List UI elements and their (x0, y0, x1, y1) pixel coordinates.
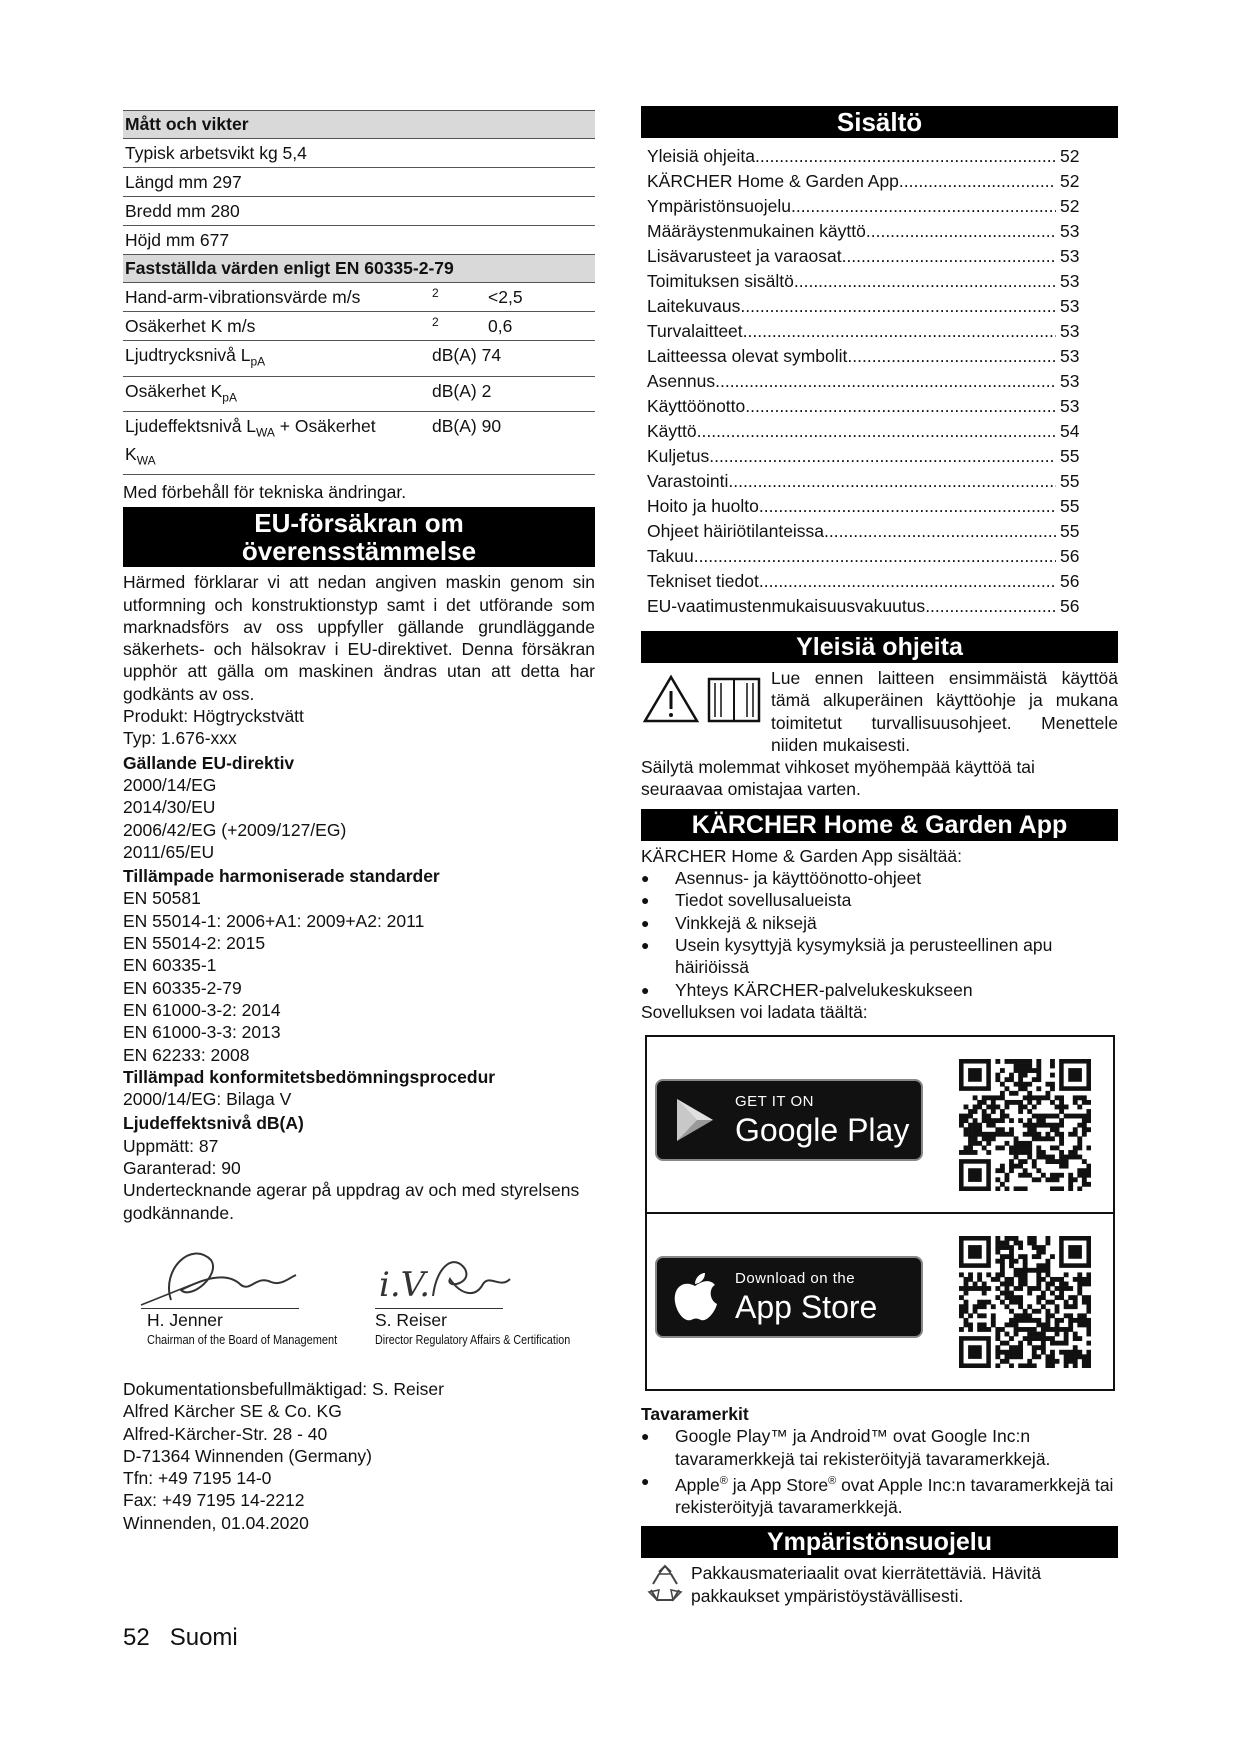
eu-guaranteed: Garanterad: 90 (123, 1158, 241, 1179)
toc-item-page: 56 (1060, 546, 1080, 566)
toc-item-page: 55 (1060, 521, 1080, 541)
toc-item-page: 52 (1060, 171, 1080, 191)
app-feature-item: ● Vinkkejä & niksejä (641, 912, 1118, 934)
toc-item-title: Hoito ja huolto (647, 496, 759, 516)
toc-item-page: 53 (1060, 346, 1080, 366)
toc-item[interactable] (647, 394, 1118, 419)
toc-item-page: 53 (1060, 271, 1080, 291)
directive-item: 2000/14/EG (123, 774, 217, 795)
standard-item: EN 55014-2: 2015 (123, 933, 266, 954)
toc-item-page: 53 (1060, 321, 1080, 341)
google-play-icon (671, 1095, 721, 1145)
toc-item[interactable] (647, 169, 1118, 194)
general-text2: Säilytä molemmat vihkoset myöhempää käyttöä tai seuraavaa omistajaa varten. (641, 757, 1035, 800)
apple-icon (671, 1272, 719, 1324)
toc-item-title: KÄRCHER Home & Garden App (647, 171, 899, 191)
kpa-value: dB(A) 2 (432, 380, 492, 401)
toc-item[interactable] (647, 144, 1118, 169)
toc-item-page: 55 (1060, 496, 1080, 516)
toc-item[interactable] (647, 594, 1118, 619)
toc-leader (791, 194, 1056, 219)
toc-item-page: 56 (1060, 596, 1080, 616)
document-contact (123, 1378, 595, 1534)
toc-item-title: Tekniset tiedot (647, 571, 759, 591)
toc-leader (740, 294, 1056, 319)
signature-jenner (131, 1230, 301, 1320)
eu-declaration-banner: EU-försäkran om överensstämmelse (123, 507, 595, 567)
toc-item[interactable] (647, 369, 1118, 394)
spec-length: Längd mm 297 (125, 172, 242, 192)
app-intro: KÄRCHER Home & Garden App sisältää: (641, 845, 962, 866)
toc-item[interactable] (647, 219, 1118, 244)
app-store-row (647, 1212, 1113, 1389)
toc-item[interactable] (647, 194, 1118, 219)
eu-product: Produkt: Högtryckstvätt (123, 706, 304, 727)
toc-item-title: Ohjeet häiriötilanteissa (647, 521, 825, 541)
toc-item-title: Asennus (647, 371, 716, 391)
toc-item-title: Yleisiä ohjeita (647, 146, 755, 166)
toc-item-title: Määräystenmukainen käyttö (647, 221, 866, 241)
app-feature-item: ● Usein kysyttyjä kysymyksiä ja perusteellinen apu häiriöissä (641, 934, 1118, 979)
app-feature-item: ● Asennus- ja käyttöönotto-ohjeet (641, 867, 1118, 889)
app-feature-item: ● Tiedot sovellusalueista (641, 889, 1118, 911)
lpa-label: Ljudtrycksnivå $L_{pA}$ (125, 345, 266, 369)
standard-item: EN 60335-2-79 (123, 977, 242, 998)
toc-leader (755, 144, 1056, 169)
app-download: Sovelluksen voi ladata täältä: (641, 1001, 868, 1022)
toc-item[interactable] (647, 494, 1118, 519)
contact-line: Alfred-Kärcher-Str. 28 - 40 (123, 1423, 328, 1444)
eu-procedure-title: Tillämpad konformitetsbedömningsprocedur (123, 1066, 496, 1087)
toc-item[interactable] (647, 569, 1118, 594)
app-features (641, 867, 1118, 1001)
standard-item: EN 50581 (123, 888, 201, 909)
app-feature-item: ● Yhteys KÄRCHER-palvelukeskukseen (641, 979, 1118, 1001)
toc-leader (759, 494, 1056, 519)
contact-line: Alfred Kärcher SE & Co. KG (123, 1401, 342, 1422)
toc-leader (728, 469, 1056, 494)
trademark-google: ● Google Play™ ja Android™ ovat Google Inc:n tavaramerkkejä tai rekisteröityjä tavaramerkkejä. (641, 1425, 1118, 1470)
google-play-badge[interactable]: GET IT ON Google Play (655, 1079, 923, 1161)
toc-item[interactable] (647, 469, 1118, 494)
toc-item-page: 53 (1060, 396, 1080, 416)
eu-standards-title: Tillämpade harmoniserade standarder (123, 866, 440, 887)
toc-banner: Sisältö (641, 106, 1118, 138)
unc-label: Osäkerhet K m/s (125, 316, 256, 336)
directive-item: 2014/30/EU (123, 797, 216, 818)
toc-item-title: Käyttöönotto (647, 396, 746, 416)
standard-item: EN 61000-3-2: 2014 (123, 999, 281, 1020)
toc-leader (709, 444, 1056, 469)
page-footer (123, 1624, 238, 1652)
standard-item: EN 61000-3-3: 2013 (123, 1022, 281, 1043)
toc-item-page: 56 (1060, 571, 1080, 591)
env-section (641, 1562, 1118, 1607)
signer2-name: S. Reiser (375, 1309, 447, 1330)
vib-label: Hand-arm-vibrationsvärde m/s (125, 287, 361, 307)
env-banner: Ympäristönsuojelu (641, 1526, 1118, 1558)
specs-title: Mått och vikter (125, 114, 249, 134)
toc-item-title: Turvalaitteet (647, 321, 743, 341)
toc-leader (715, 369, 1056, 394)
kpa-label: Osäkerhet $K_{pA}$ (125, 380, 237, 404)
toc-leader (794, 269, 1056, 294)
warning-manual-icon (643, 673, 763, 725)
toc-leader (759, 569, 1056, 594)
toc-item-title: Laitteessa olevat symbolit (647, 346, 848, 366)
contact-line: Winnenden, 01.04.2020 (123, 1512, 309, 1533)
lwa-value: dB(A) 90 (432, 416, 502, 436)
toc-leader (743, 319, 1056, 344)
eu-procedure: 2000/14/EG: Bilaga V (123, 1089, 292, 1110)
toc-item-page: 54 (1060, 421, 1080, 441)
toc-item[interactable] (647, 244, 1118, 269)
toc-leader (694, 544, 1056, 569)
toc-item[interactable] (647, 319, 1118, 344)
trademark-apple: ● Apple® ja App Store® ovat Apple Inc:n tavaramerkkejä tai rekisteröityjä tavaramerkkejä. (641, 1470, 1118, 1518)
signatures (123, 1230, 595, 1380)
toc-item-title: Lisävarusteet ja varaosat (647, 246, 842, 266)
tech-note: Med förbehåll för tekniska ändringar. (123, 482, 407, 502)
toc-leader (842, 244, 1056, 269)
google-play-row (647, 1037, 1113, 1212)
toc-item[interactable] (647, 294, 1118, 319)
toc-leader (866, 219, 1056, 244)
toc-list (641, 144, 1118, 619)
signer1-name: H. Jenner (147, 1309, 223, 1330)
eu-measured: Uppmätt: 87 (123, 1135, 219, 1156)
lpa-value: dB(A) 74 (432, 345, 502, 365)
signature-reiser (375, 1244, 515, 1314)
directive-item: 2011/65/EU (123, 841, 215, 862)
toc-leader (925, 594, 1056, 619)
toc-item[interactable] (647, 444, 1118, 469)
toc-item-page: 55 (1060, 446, 1080, 466)
specs-table (123, 110, 595, 475)
toc-leader (847, 344, 1056, 369)
toc-item-title: Kuljetus (647, 446, 710, 466)
toc-item[interactable] (647, 269, 1118, 294)
vib-exp: 2 (432, 286, 439, 300)
google-play-qr-icon[interactable] (959, 1059, 1091, 1191)
recycle-icon (645, 1564, 685, 1604)
toc-item-title: Ympäristönsuojelu (647, 196, 791, 216)
toc-item-page: 52 (1060, 146, 1080, 166)
footer-language: Suomi (169, 1624, 238, 1651)
toc-item-page: 53 (1060, 246, 1080, 266)
app-store-qr-icon[interactable] (959, 1236, 1091, 1368)
svg-text:i.V.: i.V. (379, 1264, 431, 1305)
eu-directives-list (123, 774, 595, 863)
eu-type: Typ: 1.676-xxx (123, 728, 237, 749)
toc-leader (824, 519, 1056, 544)
toc-item-page: 55 (1060, 471, 1080, 491)
contact-line: Dokumentationsbefullmäktigad: S. Reiser (123, 1378, 444, 1399)
toc-item-page: 52 (1060, 196, 1080, 216)
eu-signers-note: Undertecknande agerar på uppdrag av och med styrelsens godkännande. (123, 1180, 580, 1223)
spec-width: Bredd mm 280 (125, 201, 240, 221)
lwa-label: Ljudeffektsnivå $L_{WA}$ + Osäkerhet $K_{WA}$ (125, 416, 376, 467)
standard-item: EN 62233: 2008 (123, 1044, 250, 1065)
toc-item-title: Toimituksen sisältö (647, 271, 794, 291)
spec-weight: Typisk arbetsvikt kg 5,4 (125, 143, 307, 163)
contact-line: Fax: +49 7195 14-2212 (123, 1490, 305, 1511)
toc-item-title: Takuu (647, 546, 694, 566)
toc-item-title: Varastointi (647, 471, 729, 491)
standard-item: EN 60335-1 (123, 955, 217, 976)
toc-item-page: 53 (1060, 296, 1080, 316)
signer1-title: Chairman of the Board of Management (147, 1332, 338, 1347)
right-column (641, 106, 1118, 1607)
toc-item[interactable] (647, 419, 1118, 444)
directive-item: 2006/42/EG (+2009/127/EG) (123, 819, 347, 840)
unc-value: 0,6 (488, 316, 513, 336)
trademarks-title: Tavaramerkit (641, 1404, 749, 1425)
app-download-box (645, 1035, 1115, 1391)
app-store-badge[interactable]: Download on the App Store (655, 1256, 923, 1338)
unc-exp: 2 (432, 315, 439, 329)
general-banner: Yleisiä ohjeita (641, 631, 1118, 663)
env-text: Pakkausmateriaalit ovat kierrätettäviä. Hävitä pakkaukset ympäristöystävällisesti. (691, 1563, 1042, 1606)
spec-height: Höjd mm 677 (125, 230, 230, 250)
toc-item[interactable] (647, 519, 1118, 544)
contact-line: Tfn: +49 7195 14-0 (123, 1468, 272, 1489)
eu-intro: Härmed förklarar vi att nedan angiven maskin genom sin utformning och konstruktionstyp samt i det utförande som marknadsförs av oss uppfyller gällande grundläggande säkerhets- och hälsokrav i EU-direktivet. Denna försäkran upphör att gälla om maskinen ändras utan att detta har godkänts av oss. (123, 572, 595, 704)
standard-item: EN 55014-1: 2006+A1: 2009+A2: 2011 (123, 910, 425, 931)
toc-leader (899, 169, 1056, 194)
signer2-title: Director Regulatory Affairs & Certification (375, 1332, 571, 1347)
eu-standards-list (123, 887, 595, 1065)
toc-item[interactable] (647, 544, 1118, 569)
toc-item-page: 53 (1060, 221, 1080, 241)
app-banner: KÄRCHER Home & Garden App (641, 809, 1118, 841)
toc-item-page: 53 (1060, 371, 1080, 391)
specs-values-title: Fastställda värden enligt EN 60335-2-79 (125, 258, 454, 278)
eu-directives-title: Gällande EU-direktiv (123, 752, 295, 773)
trademarks-list (641, 1425, 1118, 1518)
toc-item-title: Laitekuvaus (647, 296, 741, 316)
toc-leader (697, 419, 1056, 444)
toc-item-title: Käyttö (647, 421, 697, 441)
left-column (123, 110, 595, 1534)
toc-item-title: EU-vaatimustenmukaisuusvakuutus (647, 596, 926, 616)
general-text1: Lue ennen laitteen ensimmäistä käyttöä tämä alkuperäinen käyttöohje ja mukana toimitetut turvallisuusohjeet. Menettele niiden mukaisesti. (771, 668, 1118, 755)
toc-item[interactable] (647, 344, 1118, 369)
vib-value: <2,5 (488, 287, 523, 307)
page-number: 52 (123, 1624, 150, 1651)
toc-leader (745, 394, 1056, 419)
contact-line: D-71364 Winnenden (Germany) (123, 1445, 373, 1466)
general-section (641, 667, 1118, 756)
eu-power-title: Ljudeffektsnivå dB(A) (123, 1113, 304, 1134)
